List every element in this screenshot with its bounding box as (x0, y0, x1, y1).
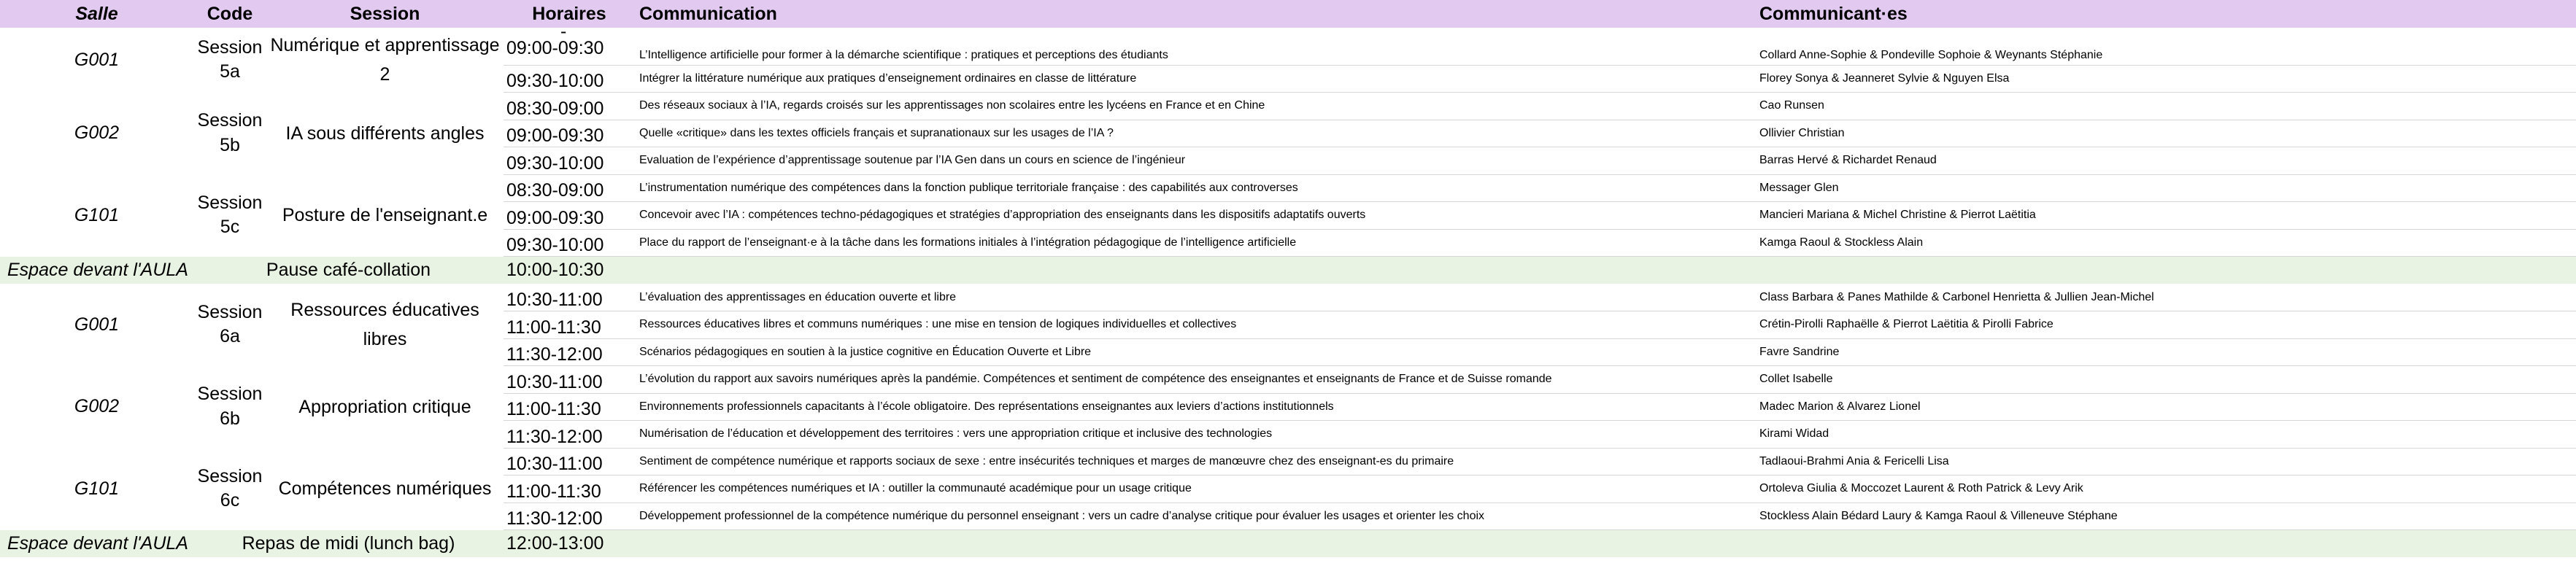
session-code-cell: Session 5c (197, 192, 263, 238)
session-code-cell: Session 5a (197, 36, 263, 82)
time-cell: 10:30-11:00 (504, 448, 635, 476)
communication-cell: Concevoir avec l’IA : compétences techno-pédagogiques et stratégies d’appropriation des enseignants dans les dispositifs adaptatifs ouverts (635, 202, 1755, 230)
break-location: Espace devant l'AULA (0, 257, 193, 284)
speakers-cell: Kirami Widad (1755, 421, 2576, 449)
communication-cell: L’évaluation des apprentissages en éducation ouverte et libre (635, 284, 1755, 311)
time-cell: 11:30-12:00 (504, 503, 635, 530)
session-title-cell: Compétences numériques (278, 478, 492, 500)
room-cell: G002 (74, 396, 120, 417)
time-cell: 09:30-10:00 (504, 65, 635, 93)
communication-cell: Evaluation de l’expérience d’apprentissage soutenue par l’IA Gen dans un cours en science de l’ingénieur (635, 147, 1755, 175)
table-row (0, 174, 2576, 202)
speakers-cell: Messager Glen (1755, 174, 2576, 202)
speakers-cell: Barras Hervé & Richardet Renaud (1755, 147, 2576, 175)
time-cell: 08:30-09:00 (504, 93, 635, 120)
header-session: Session (266, 0, 504, 28)
communication-cell: Développement professionnel de la compétence numérique du personnel enseignant : vers un cadre d’analyse critique pour évaluer les usages et orienter les choix (635, 503, 1755, 530)
session-code-cell: Session 6c (197, 465, 263, 511)
table-row (0, 28, 2576, 65)
speakers-cell: Mancieri Mariana & Michel Christine & Pierrot Laëtitia (1755, 202, 2576, 230)
break-time: 12:00-13:00 (504, 530, 635, 558)
communication-cell: Scénarios pédagogiques en soutien à la justice cognitive en Éducation Ouverte et Libre (635, 338, 1755, 366)
session-title-cell: Posture de l'enseignant.e (282, 205, 488, 226)
room-cell: G101 (74, 204, 120, 225)
communication-cell: L’Intelligence artificielle pour former à la démarche scientifique : pratiques et perceptions des étudiants (635, 28, 1755, 65)
time-cell: 09:00-09:30 (504, 120, 635, 147)
speakers-cell: Crétin-Pirolli Raphaëlle & Pierrot Laëtitia & Pirolli Fabrice (1755, 311, 2576, 339)
time-cell: 10:30-11:00 (504, 366, 635, 394)
time-cell: 09:30-10:00 (504, 147, 635, 175)
header-communication: Communication (635, 0, 1755, 28)
speakers-cell: Madec Marion & Alvarez Lionel (1755, 393, 2576, 421)
break-label: Repas de midi (lunch bag) (193, 530, 504, 558)
table-row (0, 93, 2576, 120)
time-cell: 09:00-09:30 (504, 202, 635, 230)
time-cell: 11:30-12:00 (504, 421, 635, 449)
header-row (0, 0, 2576, 28)
communication-cell: Référencer les compétences numériques et IA : outiller la communauté académique pour un usage critique (635, 476, 1755, 503)
speakers-cell: Favre Sandrine (1755, 338, 2576, 366)
table-row (0, 366, 2576, 394)
time-cell: - 09:00-09:30 (504, 28, 635, 65)
session-title-cell: Numérique et apprentissage 2 (270, 35, 500, 85)
communication-cell: Des réseaux sociaux à l’IA, regards croisés sur les apprentissages non scolaires entre les lycéens en France et en Chine (635, 93, 1755, 120)
speakers-cell: Ortoleva Giulia & Moccozet Laurent & Roth Patrick & Levy Arik (1755, 476, 2576, 503)
table-row (0, 448, 2576, 476)
header-salle: Salle (0, 0, 193, 28)
time-cell: 09:30-10:00 (504, 229, 635, 257)
break-row (0, 530, 2576, 558)
speakers-cell: Collet Isabelle (1755, 366, 2576, 394)
speakers-cell: Kamga Raoul & Stockless Alain (1755, 229, 2576, 257)
room-cell: G101 (74, 478, 120, 499)
speakers-cell: Cao Runsen (1755, 93, 2576, 120)
communication-cell: Ressources éducatives libres et communs numériques : une mise en tension de logiques individuelles et collectives (635, 311, 1755, 339)
leading-dash: - (560, 28, 567, 42)
communication-cell: L’évolution du rapport aux savoirs numériques après la pandémie. Compétences et sentiment de compétence des enseignantes et enseignants de France et de Suisse romande (635, 366, 1755, 394)
communication-cell: Sentiment de compétence numérique et rapports sociaux de sexe : entre insécurités techniques et marges de manœuvre chez des enseignant-es du primaire (635, 448, 1755, 476)
communication-cell: Quelle «critique» dans les textes officiels français et supranationaux sur les usages de l’IA ? (635, 120, 1755, 147)
communication-cell: Place du rapport de l’enseignant·e à la tâche dans les formations initiales à l’intégration pédagogique de l’intelligence artificielle (635, 229, 1755, 257)
header-horaires: Horaires (504, 0, 635, 28)
room-cell: G001 (74, 49, 120, 70)
header-communicants: Communicant·es (1755, 0, 2576, 28)
session-title-cell: IA sous différents angles (285, 123, 485, 144)
break-label: Pause café-collation (193, 257, 504, 284)
table-row (0, 284, 2576, 311)
speakers-cell: Class Barbara & Panes Mathilde & Carbonel Henrietta & Jullien Jean-Michel (1755, 284, 2576, 311)
time-cell: 08:30-09:00 (504, 174, 635, 202)
communication-cell: L’instrumentation numérique des compétences dans la fonction publique territoriale française : des capabilités aux controverses (635, 174, 1755, 202)
break-location: Espace devant l'AULA (0, 530, 193, 558)
session-code-cell: Session 6a (197, 301, 263, 347)
time-cell: 11:00-11:30 (504, 393, 635, 421)
communication-cell: Intégrer la littérature numérique aux pratiques d’enseignement ordinaires en classe de littérature (635, 65, 1755, 93)
speakers-cell: Florey Sonya & Jeanneret Sylvie & Nguyen Elsa (1755, 65, 2576, 93)
time-cell: 11:00-11:30 (504, 476, 635, 503)
speakers-cell: Ollivier Christian (1755, 120, 2576, 147)
session-code-cell: Session 5b (197, 110, 263, 155)
break-row (0, 257, 2576, 284)
session-title-cell: Appropriation critique (298, 396, 471, 417)
header-code: Code (193, 0, 266, 28)
time-cell: 11:30-12:00 (504, 338, 635, 366)
session-title-cell: Ressources éducatives libres (290, 300, 479, 350)
speakers-cell: Collard Anne-Sophie & Pondeville Sophoie & Weynants Stéphanie (1755, 28, 2576, 65)
communication-cell: Environnements professionnels capacitants à l’école obligatoire. Des représentations enseignantes aux leviers d’actions institutionnels (635, 393, 1755, 421)
break-time: 10:00-10:30 (504, 257, 635, 284)
room-cell: G001 (74, 314, 120, 335)
time-cell: 10:30-11:00 (504, 284, 635, 311)
time-cell: 11:00-11:30 (504, 311, 635, 339)
session-code-cell: Session 6b (197, 384, 263, 429)
speakers-cell: Stockless Alain Bédard Laury & Kamga Raoul & Villeneuve Stéphane (1755, 503, 2576, 530)
communication-cell: Numérisation de l’éducation et développement des territoires : vers une appropriation critique et inclusive des technologies (635, 421, 1755, 449)
room-cell: G002 (74, 123, 120, 144)
speakers-cell: Tadlaoui-Brahmi Ania & Fericelli Lisa (1755, 448, 2576, 476)
